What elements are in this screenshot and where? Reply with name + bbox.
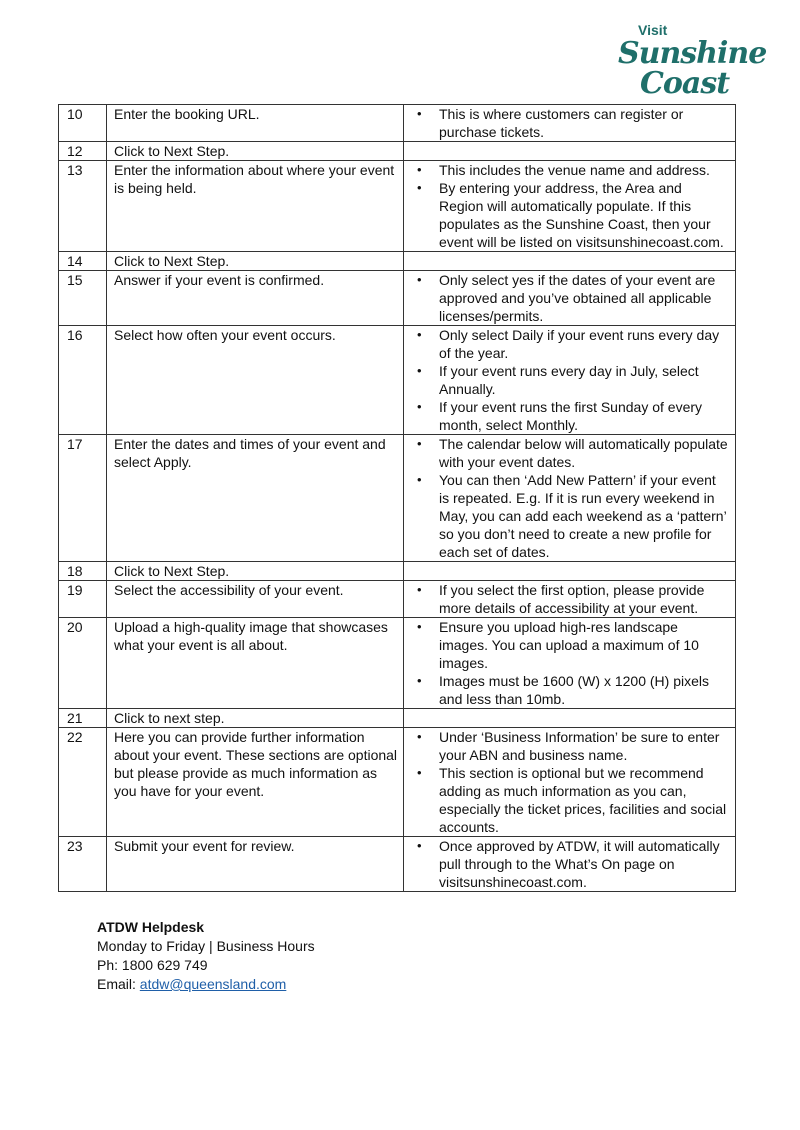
step-notes-list (404, 837, 729, 891)
step-note-item: • The calendar below will automatically populate with your event dates. (404, 435, 729, 471)
step-notes (404, 435, 736, 562)
step-notes-list (404, 618, 729, 708)
step-number: 22 (59, 728, 107, 837)
step-row (59, 326, 736, 435)
step-row (59, 562, 736, 581)
step-notes (404, 709, 736, 728)
step-notes (404, 105, 736, 142)
step-row (59, 161, 736, 252)
step-notes (404, 728, 736, 837)
logo-sunshine-text: Sunshine (618, 36, 767, 71)
step-notes (404, 581, 736, 618)
step-note-item: • If you select the first option, please provide more details of accessibility at your event. (404, 581, 729, 617)
helpdesk-phone: Ph: 1800 629 749 (97, 957, 208, 973)
step-note-item: • If your event runs the first Sunday of every month, select Monthly. (404, 398, 729, 434)
step-notes (404, 326, 736, 435)
step-task: Click to Next Step. (107, 142, 404, 161)
step-notes (404, 618, 736, 709)
step-notes (404, 142, 736, 161)
step-notes-list (404, 105, 729, 141)
step-row (59, 252, 736, 271)
helpdesk-contact (97, 918, 315, 994)
step-number: 14 (59, 252, 107, 271)
step-notes (404, 271, 736, 326)
step-task: Answer if your event is confirmed. (107, 271, 404, 326)
step-note-item: • This is where customers can register or purchase tickets. (404, 105, 729, 141)
step-row (59, 271, 736, 326)
step-notes-list (404, 271, 729, 325)
step-row (59, 581, 736, 618)
logo-visit-text: Visit (638, 22, 668, 38)
step-notes-list (404, 435, 729, 561)
step-note-item: • Only select yes if the dates of your event are approved and you’ve obtained all applicable licenses/permits. (404, 271, 729, 325)
steps-table-body (59, 105, 736, 892)
step-number: 20 (59, 618, 107, 709)
step-note-item: • Under ‘Business Information’ be sure to enter your ABN and business name. (404, 728, 729, 764)
step-number: 18 (59, 562, 107, 581)
helpdesk-email-line (97, 975, 315, 994)
step-row (59, 709, 736, 728)
step-row (59, 142, 736, 161)
steps-table (58, 104, 736, 892)
step-task: Enter the information about where your event is being held. (107, 161, 404, 252)
logo-coast-text: Coast (640, 66, 730, 101)
step-notes (404, 837, 736, 892)
step-task: Select the accessibility of your event. (107, 581, 404, 618)
step-number: 23 (59, 837, 107, 892)
step-note-item: • Only select Daily if your event runs every day of the year. (404, 326, 729, 362)
step-row (59, 105, 736, 142)
step-row (59, 618, 736, 709)
step-number: 12 (59, 142, 107, 161)
visit-sunshine-coast-logo (612, 22, 767, 101)
step-number: 10 (59, 105, 107, 142)
step-note-item: • Ensure you upload high-res landscape images. You can upload a maximum of 10 images. (404, 618, 729, 672)
step-task: Enter the dates and times of your event and select Apply. (107, 435, 404, 562)
step-task: Submit your event for review. (107, 837, 404, 892)
step-note-item: • Images must be 1600 (W) x 1200 (H) pixels and less than 10mb. (404, 672, 729, 708)
step-notes-list (404, 728, 729, 836)
helpdesk-email-link[interactable]: atdw@queensland.com (139, 976, 287, 992)
step-task: Click to Next Step. (107, 252, 404, 271)
step-number: 17 (59, 435, 107, 562)
step-task: Click to next step. (107, 709, 404, 728)
step-task: Click to Next Step. (107, 562, 404, 581)
step-note-item: • Once approved by ATDW, it will automatically pull through to the What’s On page on visitsunshinecoast.com. (404, 837, 729, 891)
step-number: 21 (59, 709, 107, 728)
step-notes (404, 161, 736, 252)
step-row (59, 837, 736, 892)
step-task: Upload a high-quality image that showcases what your event is all about. (107, 618, 404, 709)
step-note-item: • If your event runs every day in July, select Annually. (404, 362, 729, 398)
step-notes-list (404, 326, 729, 434)
step-note-item: • This includes the venue name and address. (404, 161, 729, 179)
step-number: 13 (59, 161, 107, 252)
step-notes-list (404, 161, 729, 251)
step-task: Select how often your event occurs. (107, 326, 404, 435)
step-note-item: • By entering your address, the Area and Region will automatically populate. If this populates as the Sunshine Coast, then your event will be listed on visitsunshinecoast.com. (404, 179, 729, 251)
step-row (59, 435, 736, 562)
helpdesk-title: ATDW Helpdesk (97, 919, 205, 935)
step-number: 16 (59, 326, 107, 435)
step-note-item: • This section is optional but we recommend adding as much information as you can, especially the ticket prices, facilities and social accounts. (404, 764, 729, 836)
helpdesk-hours: Monday to Friday | Business Hours (97, 938, 315, 954)
step-notes (404, 562, 736, 581)
step-task: Enter the booking URL. (107, 105, 404, 142)
step-task: Here you can provide further information about your event. These sections are optional but please provide as much information as you have for your event. (107, 728, 404, 837)
step-notes (404, 252, 736, 271)
step-notes-list (404, 581, 729, 617)
step-number: 15 (59, 271, 107, 326)
step-note-item: • You can then ‘Add New Pattern’ if your event is repeated. E.g. If it is run every weekend in May, you can add each weekend as a ‘pattern’ so you don’t need to create a new profile for each set of dates. (404, 471, 729, 561)
step-number: 19 (59, 581, 107, 618)
helpdesk-email-label: Email: (97, 976, 140, 992)
step-row (59, 728, 736, 837)
